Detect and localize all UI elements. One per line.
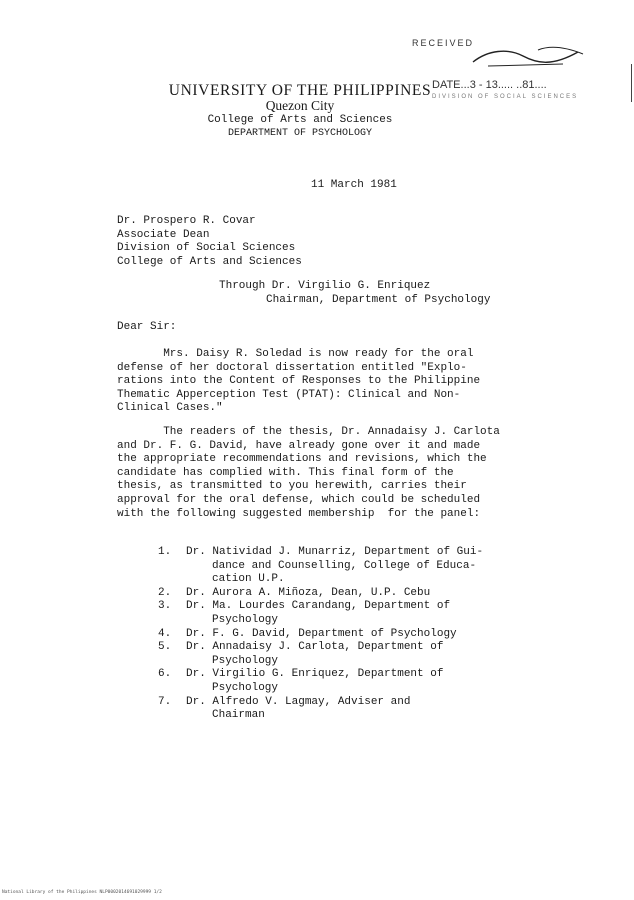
paragraph-line: rations into the Content of Responses to the Philippine xyxy=(117,375,481,388)
panel-member xyxy=(158,587,483,601)
panel-line: Dr. Aurora A. Miñoza, Dean, U.P. Cebu xyxy=(186,586,431,599)
panel-line: Psychology xyxy=(212,681,279,694)
stamp-office-line: DIVISION OF SOCIAL SCIENCES xyxy=(432,94,579,100)
stamp-received-label: RECEIVED xyxy=(412,38,475,48)
paragraph-line: candidate has complied with. This final form of the xyxy=(117,466,454,479)
letterhead-city: Quezon City xyxy=(265,98,335,113)
panel-member xyxy=(158,600,483,627)
stamp-date-label: DATE...3 - 13..... ..81.... xyxy=(432,79,547,91)
body-paragraph-1 xyxy=(117,348,517,416)
panel-member xyxy=(158,641,483,668)
addressee-line: College of Arts and Sciences xyxy=(117,255,302,268)
letter-date: 11 March 1981 xyxy=(311,179,397,191)
paragraph-line: with the following suggested membership for the panel: xyxy=(117,507,481,520)
paragraph-line: and Dr. F. G. David, have already gone over it and made xyxy=(117,439,481,452)
stamp-border-right xyxy=(631,64,632,102)
panel-line: Dr. Virgilio G. Enriquez, Department of xyxy=(186,668,444,681)
addressee-line: Dr. Prospero R. Covar xyxy=(117,215,256,227)
panel-line: Dr. Natividad J. Munarriz, Department of Gui- xyxy=(186,546,484,558)
panel-number: 3. xyxy=(158,600,172,613)
body-paragraph-2 xyxy=(117,426,517,521)
paragraph-line: Thematic Apperception Test (PTAT): Clinical and Non- xyxy=(117,388,461,401)
addressee-line: Associate Dean xyxy=(117,228,210,241)
through-title: Chairman, Department of Psychology xyxy=(266,294,491,306)
letterhead-college: College of Arts and Sciences xyxy=(207,114,393,126)
panel-member xyxy=(158,546,483,587)
panel-line: Chairman xyxy=(212,709,265,722)
paragraph-line: thesis, as transmitted to you herewith, carries their xyxy=(117,480,467,493)
archive-footer: National Library of the Philippines NLP0002014691029999 1/2 xyxy=(2,890,162,895)
salutation: Dear Sir: xyxy=(117,321,177,333)
addressee-line: Division of Social Sciences xyxy=(117,242,296,255)
paragraph-line: approval for the oral defense, which could be scheduled xyxy=(117,493,481,506)
panel-number: 6. xyxy=(158,668,172,681)
panel-member xyxy=(158,696,483,723)
panel-number: 7. xyxy=(158,695,172,708)
letterhead-department: DEPARTMENT OF PSYCHOLOGY xyxy=(227,128,373,139)
letterhead-university: UNIVERSITY OF THE PHILIPPINES xyxy=(168,82,432,99)
panel-number: 4. xyxy=(158,627,172,640)
panel-line: cation U.P. xyxy=(212,573,285,586)
addressee-block xyxy=(117,215,302,269)
panel-line: Psychology xyxy=(212,654,279,667)
panel-line: Dr. F. G. David, Department of Psychology xyxy=(186,627,457,640)
paragraph-line: Mrs. Daisy R. Soledad is now ready for the oral xyxy=(117,348,474,360)
panel-line: Dr. Alfredo V. Lagmay, Adviser and xyxy=(186,695,411,708)
paragraph-line: The readers of the thesis, Dr. Annadaisy J. Carlota xyxy=(117,426,500,438)
paragraph-line: Clinical Cases." xyxy=(117,402,223,415)
panel-number: 2. xyxy=(158,586,172,599)
panel-line: Dr. Ma. Lourdes Carandang, Department of xyxy=(186,600,451,613)
through-line: Through Dr. Virgilio G. Enriquez xyxy=(219,280,431,292)
panel-member xyxy=(158,628,483,642)
panel-line: Dr. Annadaisy J. Carlota, Department of xyxy=(186,641,444,654)
panel-line: Psychology xyxy=(212,613,279,626)
panel-member-list xyxy=(158,546,483,723)
paragraph-line: defense of her doctoral dissertation entitled "Explo- xyxy=(117,361,467,374)
panel-line: dance and Counselling, College of Educa- xyxy=(212,559,477,572)
panel-number: 1. xyxy=(158,546,172,558)
panel-number: 5. xyxy=(158,641,172,654)
panel-member xyxy=(158,668,483,695)
signature-scribble xyxy=(468,44,588,74)
paragraph-line: the appropriate recommendations and revisions, which the xyxy=(117,453,487,466)
